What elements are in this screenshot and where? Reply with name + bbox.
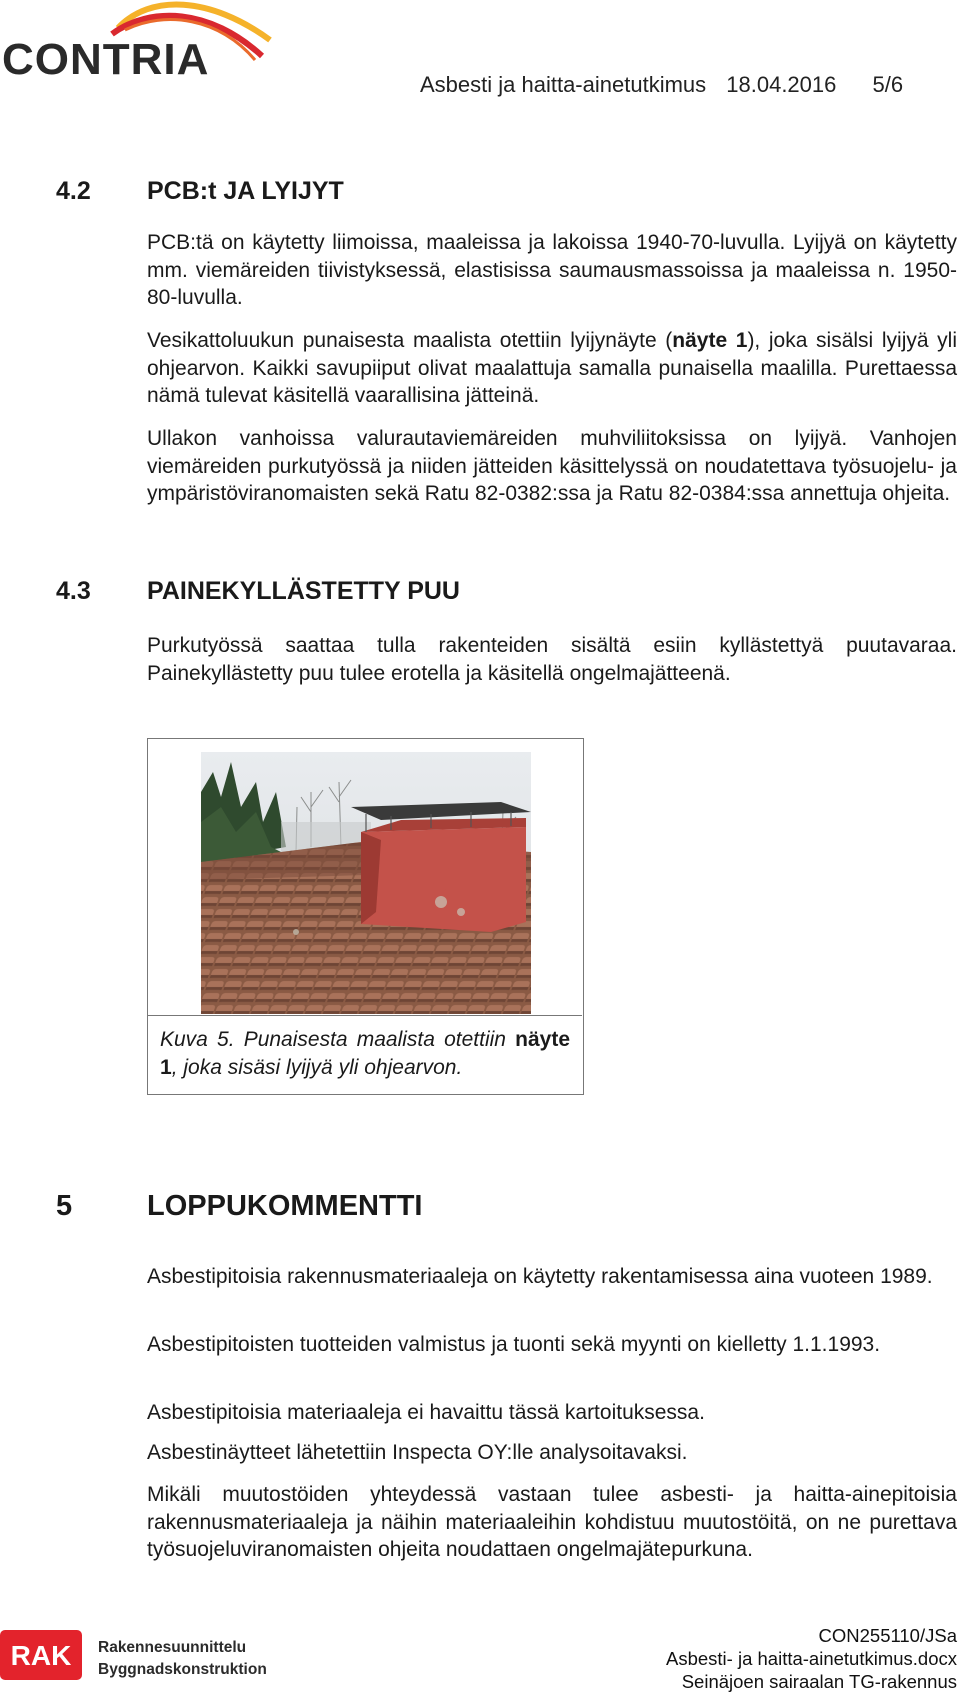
rak-logo <box>0 1626 270 1690</box>
p2-text-before: Vesikattoluukun punaisesta maalista otettiin lyijynäyte ( <box>147 329 673 352</box>
header-page-number: 5/6 <box>872 72 904 97</box>
section-5-paragraph-2: Asbestipitoisten tuotteiden valmistus ja tuonti sekä myynti on kielletty 1.1.1993. <box>147 1333 881 1356</box>
caption-text-after: , joka sisäsi lyijyä yli ohjearvon. <box>171 1056 463 1079</box>
section-4-2-paragraph-3: Ullakon vanhoissa valurautaviemäreiden muhviliitoksissa on lyijyä. Vanhojen viemäreiden purkutyössä ja niiden jätteiden käsittelyssä on noudatettava työsuojelu- ja ympäristöviranomaisten sekä Ratu 82-0382:ssa ja Ratu 82-0384:ssa annettuja ohjeita. <box>147 427 957 505</box>
footer-document-info <box>666 1624 957 1693</box>
section-5-paragraph-4: Asbestinäytteet lähetettiin Inspecta OY:lle analysoitavaksi. <box>147 1441 688 1464</box>
header-date: 18.04.2016 <box>726 72 837 97</box>
svg-text:RAK: RAK <box>10 1640 72 1671</box>
header-meta <box>420 72 950 98</box>
svg-text:Rakennesuunnittelu: Rakennesuunnittelu <box>98 1639 247 1656</box>
section-4-2-paragraph-2 <box>147 327 957 410</box>
section-4-3-title: PAINEKYLLÄSTETTY PUU <box>147 577 460 605</box>
section-4-2-paragraph-1: PCB:tä on käytetty liimoissa, maaleissa ja lakoissa 1940-70-luvulla. Lyijyä on käytetty mm. viemäreiden tiivistyksessä, elastisissa saumausmassoissa ja maaleissa n. 1950-80-luvulla. <box>147 231 957 309</box>
footer-file-name: Asbesti- ja haitta-ainetutkimus.docx <box>666 1648 957 1669</box>
svg-text:Byggnadskonstruktion: Byggnadskonstruktion <box>98 1661 267 1678</box>
footer-doc-code: CON255110/JSa <box>818 1625 957 1646</box>
section-4-2-number: 4.2 <box>56 177 91 205</box>
caption-text-before: Kuva 5. Punaisesta maalista otettiin <box>160 1028 516 1051</box>
roof-chimney-photo <box>201 752 531 1014</box>
contria-logo <box>0 0 290 84</box>
figure-caption <box>160 1026 570 1082</box>
figure-divider <box>148 1015 582 1016</box>
section-5-title: LOPPUKOMMENTTI <box>147 1190 423 1222</box>
section-4-3-paragraph-1: Purkutyössä saattaa tulla rakenteiden sisältä esiin kyllästettyä puutavaraa. Painekyllästetty puu tulee erotella ja käsitellä ongelmajätteenä. <box>147 634 957 685</box>
section-4-3-number: 4.3 <box>56 577 91 605</box>
section-5-paragraph-3: Asbestipitoisia materiaaleja ei havaittu tässä kartoituksessa. <box>147 1401 705 1424</box>
section-4-2-title: PCB:t JA LYIJYT <box>147 177 344 205</box>
svg-text:CONTRIA: CONTRIA <box>2 35 210 84</box>
figure-box <box>147 738 584 1095</box>
footer-project: Seinäjoen sairaalan TG-rakennus <box>681 1671 957 1692</box>
section-5-paragraph-5: Mikäli muutostöiden yhteydessä vastaan tulee asbesti- ja haitta-ainepitoisia rakennusmateriaaleja ja näihin materiaaleihin kohdistuu muutostöitä, on ne purettava työsuojeluviranomaisten ohjeita noudattaen ongelmajätepurkuna. <box>147 1483 957 1561</box>
section-5-number: 5 <box>56 1190 73 1222</box>
caption-sample-bold: näyte 1 <box>160 1028 570 1079</box>
header-doc-title: Asbesti ja haitta-ainetutkimus <box>420 72 707 97</box>
section-5-paragraph-1: Asbestipitoisia rakennusmateriaaleja on käytetty rakentamisessa aina vuoteen 1989. <box>147 1265 933 1288</box>
sample-1-bold: näyte 1 <box>672 329 748 352</box>
p2-text-after: ), joka sisälsi lyijyä yli ohjearvon. Kaikki savupiiput olivat maalattuja samalla punaisella maalilla. Purettaessa nämä tulevat käsitellä vaarallisina jätteinä. <box>147 329 957 407</box>
